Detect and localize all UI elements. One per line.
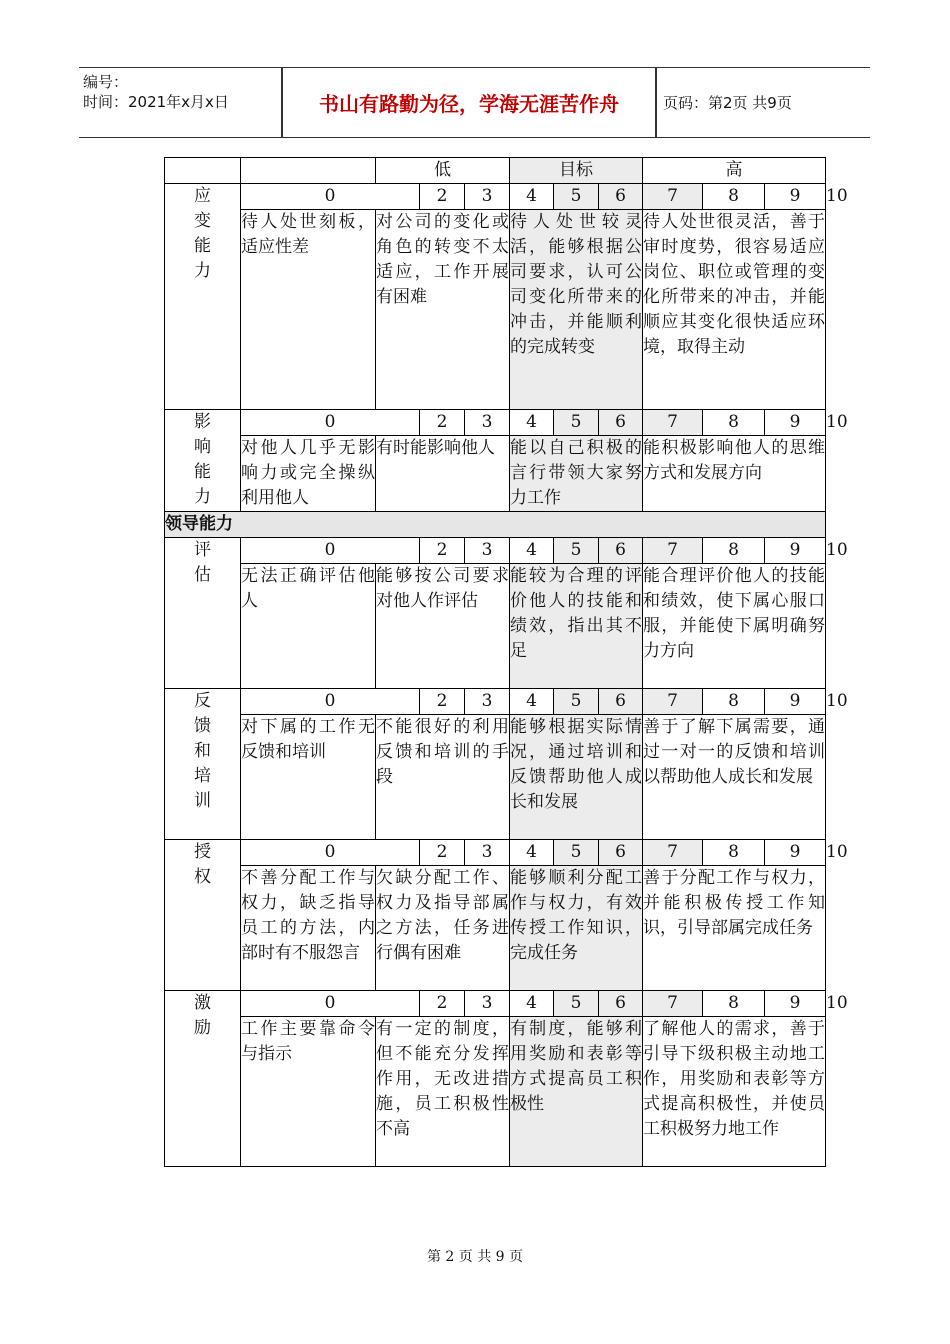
score-7: 7 [643, 991, 703, 1017]
description-row [165, 715, 826, 840]
score-4: 4 [510, 840, 554, 866]
score-8: 8 [703, 840, 765, 866]
level-low: 低 [376, 158, 510, 184]
score-4: 4 [510, 538, 554, 564]
competency-rating-table [164, 157, 848, 1167]
desc-level-0: 工作主要靠命令与指示 [241, 1017, 376, 1167]
category-label [165, 991, 241, 1167]
score-row: 评 估 0 2 3 4 5 6 7 8 9 10 [165, 538, 826, 564]
score-7: 7 [643, 840, 703, 866]
score-8: 8 [703, 689, 765, 715]
category-text: 影 响 能 力 [194, 412, 211, 507]
score-5: 5 [554, 991, 599, 1017]
score-5: 5 [554, 689, 599, 715]
desc-level-high: 善于分配工作与权力，并能积极传授工作知识，引导部属完成任务 [643, 866, 826, 991]
desc-level-low: 对公司的变化或角色的转变不太适应，工作开展有困难 [376, 210, 510, 410]
score-6: 6 [599, 689, 643, 715]
level-target: 目标 [510, 158, 643, 184]
score-8: 8 [703, 410, 765, 436]
score-9: 9 [765, 410, 826, 436]
category-label [165, 184, 241, 410]
score-0: 0 [241, 538, 420, 564]
desc-level-target: 能够顺利分配工作与权力，有效传授工作知识，完成任务 [510, 866, 643, 991]
desc-level-0: 不善分配工作与权力，缺乏指导员工的方法，内部时有不服怨言 [241, 866, 376, 991]
score-5: 5 [554, 538, 599, 564]
description-row [165, 1017, 826, 1167]
score-9: 9 [765, 991, 826, 1017]
desc-level-target: 能以自己积极的言行带领大家努力工作 [510, 436, 643, 512]
category-text: 授 权 [194, 842, 211, 887]
score-5: 5 [554, 410, 599, 436]
desc-level-low: 有时能影响他人 [376, 436, 510, 512]
desc-level-high: 能合理评价他人的技能和绩效，使下属心服口服，并能使下属明确努力方向 [643, 564, 826, 689]
score-7: 7 [643, 184, 703, 210]
desc-level-target: 有制度，能够利用奖励和表彰等方式提高员工积极性 [510, 1017, 643, 1167]
doc-time-label: 时间：2021年x月x日 [83, 93, 229, 111]
score-2: 2 [420, 840, 465, 866]
desc-level-high: 了解他人的需求，善于引导下级积极主动地工作，用奖励和表彰等方式提高积极性，并使员工积极努力地工作 [643, 1017, 826, 1167]
score-0: 0 [241, 184, 420, 210]
score-3: 3 [465, 538, 510, 564]
desc-level-high: 善于了解下属需要，通过一对一的反馈和培训以帮助他人成长和发展 [643, 715, 826, 840]
score-4: 4 [510, 410, 554, 436]
score-5: 5 [554, 184, 599, 210]
score-7: 7 [643, 689, 703, 715]
score-row: 激 励 0 2 3 4 5 6 7 8 9 10 [165, 991, 826, 1017]
score-0: 0 [241, 991, 420, 1017]
desc-level-0: 对他人几乎无影响力或完全操纵利用他人 [241, 436, 376, 512]
score-8: 8 [703, 184, 765, 210]
desc-level-0: 待人处世刻板，适应性差 [241, 210, 376, 410]
score-2: 2 [420, 538, 465, 564]
score-5: 5 [554, 840, 599, 866]
score-row: 影 响 能 力 0 2 3 4 5 6 7 8 9 10 [165, 410, 826, 436]
header-motto: 书山有路勤为径，学海无涯苦作舟 [319, 92, 619, 116]
page-header [79, 67, 870, 138]
desc-level-0: 对下属的工作无反馈和培训 [241, 715, 376, 840]
score-7: 7 [643, 538, 703, 564]
description-row [165, 866, 826, 991]
level-header-row [165, 158, 826, 184]
score-2: 2 [420, 991, 465, 1017]
category-label [165, 689, 241, 840]
empty-cell [165, 158, 241, 184]
desc-level-low: 欠缺分配工作、权力及指导部属之方法，任务进行偶有困难 [376, 866, 510, 991]
score-3: 3 [465, 184, 510, 210]
header-meta [83, 72, 283, 112]
header-divider [655, 68, 657, 137]
score-6: 6 [599, 538, 643, 564]
description-row [165, 436, 826, 512]
score-9: 9 [765, 689, 826, 715]
doc-number-label: 编号： [83, 73, 129, 91]
score-2: 2 [420, 184, 465, 210]
score-3: 3 [465, 840, 510, 866]
desc-level-target: 能较为合理的评价他人的技能和绩效，指出其不足 [510, 564, 643, 689]
score-row: 应 变 能 力 0 2 3 4 5 6 7 8 9 10 [165, 184, 826, 210]
score-6: 6 [599, 991, 643, 1017]
score-8: 8 [703, 991, 765, 1017]
score-3: 3 [465, 991, 510, 1017]
section-title-leadership: 领导能力 [165, 512, 826, 538]
category-label [165, 538, 241, 689]
desc-level-low: 能够按公司要求对他人作评估 [376, 564, 510, 689]
score-6: 6 [599, 184, 643, 210]
score-9: 9 [765, 840, 826, 866]
score-4: 4 [510, 991, 554, 1017]
desc-level-low: 有一定的制度，但不能充分发挥作用，无改进措施，员工积极性不高 [376, 1017, 510, 1167]
score-0: 0 [241, 689, 420, 715]
score-6: 6 [599, 840, 643, 866]
category-label [165, 840, 241, 991]
empty-cell [241, 158, 376, 184]
desc-level-low: 不能很好的利用反馈和培训的手段 [376, 715, 510, 840]
desc-level-0: 无法正确评估他人 [241, 564, 376, 689]
score-0: 0 [241, 410, 420, 436]
score-6: 6 [599, 410, 643, 436]
desc-level-target: 待人处世较灵活，能够根据公司要求，认可公司变化所带来的冲击，并能顺利的完成转变 [510, 210, 643, 410]
category-text: 应 变 能 力 [194, 186, 211, 281]
desc-level-high: 能积极影响他人的思维方式和发展方向 [643, 436, 826, 512]
score-3: 3 [465, 410, 510, 436]
category-text: 激 励 [194, 993, 211, 1038]
score-4: 4 [510, 184, 554, 210]
score-8: 8 [703, 538, 765, 564]
score-row: 授 权 0 2 3 4 5 6 7 8 9 10 [165, 840, 826, 866]
score-4: 4 [510, 689, 554, 715]
category-text: 反 馈 和 培 训 [194, 691, 211, 811]
desc-level-target: 能够根据实际情况，通过培训和反馈帮助他人成长和发展 [510, 715, 643, 840]
score-0: 0 [241, 840, 420, 866]
level-high: 高 [643, 158, 826, 184]
score-9: 9 [765, 538, 826, 564]
description-row [165, 564, 826, 689]
score-3: 3 [465, 689, 510, 715]
category-text: 评 估 [194, 540, 211, 585]
description-row [165, 210, 826, 410]
score-2: 2 [420, 689, 465, 715]
category-label [165, 410, 241, 512]
score-9: 9 [765, 184, 826, 210]
header-page-info: 页码：第2页 共9页 [663, 94, 792, 112]
page-footer: 第 2 页 共 9 页 [426, 1249, 524, 1265]
score-7: 7 [643, 410, 703, 436]
desc-level-high: 待人处世很灵活，善于审时度势，很容易适应岗位、职位或管理的变化所带来的冲击，并能顺应其变化很快适应环境，取得主动 [643, 210, 826, 410]
section-row [165, 512, 826, 538]
score-row: 反 馈 和 培 训 0 2 3 4 5 6 7 8 9 10 [165, 689, 826, 715]
score-2: 2 [420, 410, 465, 436]
